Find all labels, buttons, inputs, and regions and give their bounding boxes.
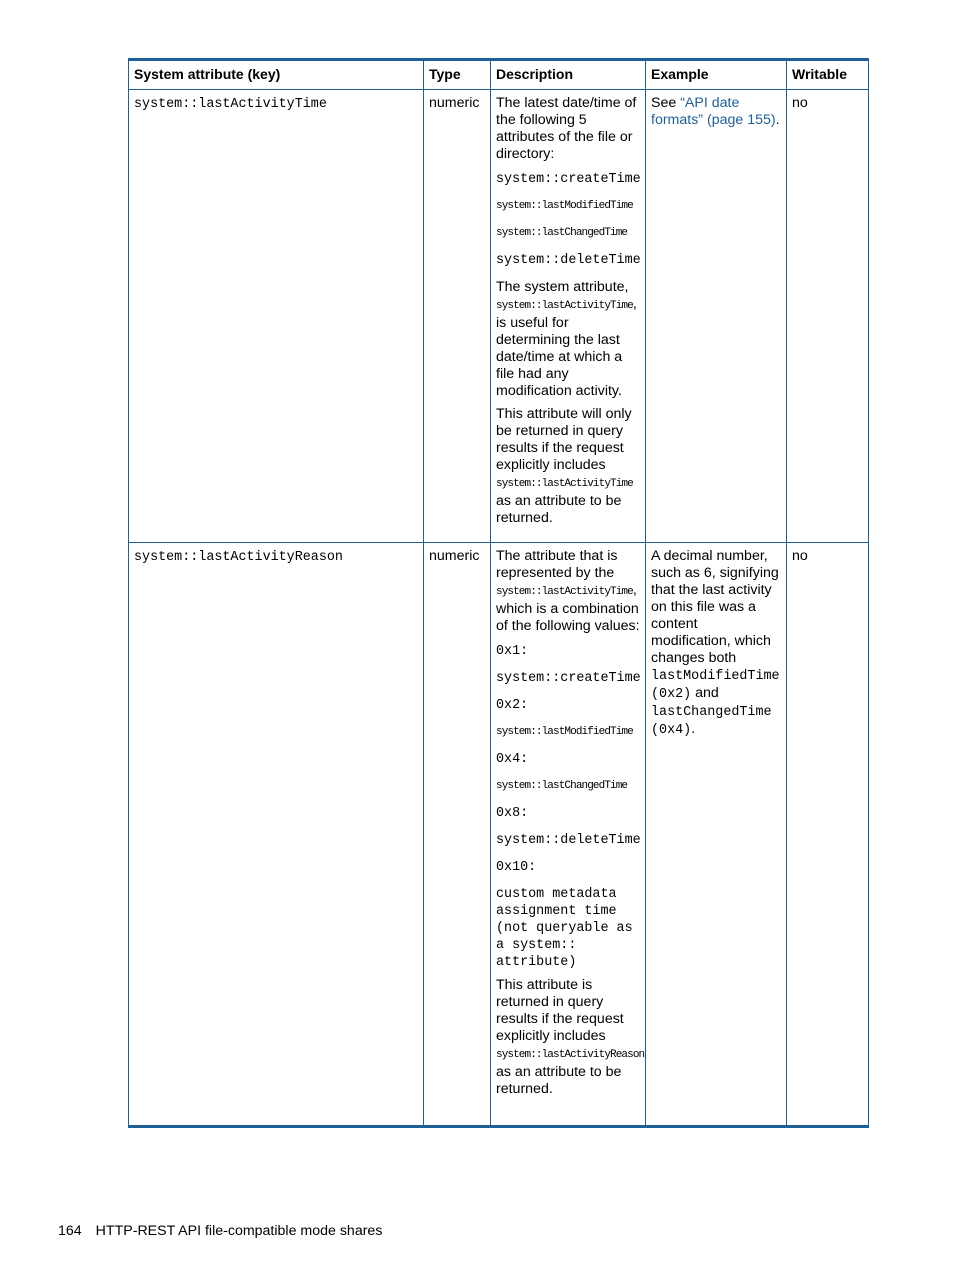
code-create-time: system::createTime [496, 172, 641, 187]
attribute-key: system::lastActivityTime [134, 97, 327, 112]
description-intro [496, 548, 640, 635]
table-row [129, 90, 869, 543]
value-code: 0x8: [496, 806, 529, 821]
description-paragraph [496, 977, 645, 1098]
attribute-type: numeric [424, 543, 491, 1127]
description-text: , [632, 296, 637, 312]
attribute-description [491, 90, 646, 543]
attribute-example [646, 543, 787, 1127]
code-last-changed-time: system::lastChangedTime [496, 227, 628, 239]
value-name: system::deleteTime [496, 833, 641, 848]
attribute-table [128, 58, 869, 1128]
header-type: Type [424, 60, 491, 90]
description-text: The attribute that is represented by the [496, 548, 618, 581]
api-date-formats-link[interactable]: “API date formats” (page 155) [651, 95, 776, 128]
description-text: This attribute will only be returned in query results if the request explicitly includes [496, 406, 632, 473]
inline-code: lastChangedTime (0x4) [651, 705, 772, 738]
example-text: . [775, 112, 780, 128]
description-text: as an attribute to be returned. [496, 1064, 622, 1097]
attribute-key-cell [129, 90, 424, 543]
description-paragraph [496, 406, 640, 527]
description-text: is useful for determining the last date/time at which a file had any modification activity. [496, 315, 623, 399]
example-text: and [691, 685, 719, 701]
inline-code: system::lastActivityTime [496, 300, 633, 312]
value-name: system::lastModifiedTime [496, 726, 633, 738]
value-name: custom metadata assignment time (not queryable as a system:: attribute) [496, 887, 633, 970]
example-text: See [651, 95, 681, 111]
description-paragraph [496, 279, 640, 400]
inline-code: system::lastActivityReason [496, 1049, 645, 1061]
code-delete-time: system::deleteTime [496, 253, 641, 268]
value-name: system::createTime [496, 671, 641, 686]
inline-code: lastModifiedTime (0x2) [651, 669, 780, 702]
code-last-modified-time: system::lastModifiedTime [496, 200, 633, 212]
header-system-attribute: System attribute (key) [129, 60, 424, 90]
header-description: Description [491, 60, 646, 90]
attribute-key-cell [129, 543, 424, 1127]
page-number: 164 [58, 1223, 82, 1239]
description-text: as an attribute to be returned. [496, 493, 622, 526]
description-text: This attribute is returned in query results if the request explicitly includes [496, 977, 624, 1044]
footer-title: HTTP-REST API file-compatible mode shares [95, 1223, 383, 1239]
table-header-row [129, 60, 869, 90]
inline-code: system::lastActivityTime [496, 478, 633, 490]
example-text: . [691, 721, 696, 737]
description-text: The system attribute, [496, 279, 629, 295]
header-example: Example [646, 60, 787, 90]
value-code: 0x2: [496, 698, 529, 713]
page-footer [58, 1222, 382, 1240]
attribute-description [491, 543, 646, 1127]
value-code: 0x1: [496, 644, 529, 659]
attribute-key: system::lastActivityReason [134, 550, 343, 565]
value-code: 0x4: [496, 752, 529, 767]
attribute-type: numeric [424, 90, 491, 543]
inline-code: system::lastActivityTime [496, 586, 633, 598]
value-code: 0x10: [496, 860, 537, 875]
description-intro: The latest date/time of the following 5 attributes of the file or directory: [496, 95, 637, 162]
description-text: , which is a combination of the following values: [496, 582, 640, 634]
value-name: system::lastChangedTime [496, 780, 628, 792]
attribute-writable: no [787, 543, 869, 1127]
table-row [129, 543, 869, 1127]
attribute-example [646, 90, 787, 543]
example-text: A decimal number, such as 6, signifying that the last activity on this file was a content modification, which changes both [651, 548, 779, 666]
header-writable: Writable [787, 60, 869, 90]
attribute-writable: no [787, 90, 869, 543]
